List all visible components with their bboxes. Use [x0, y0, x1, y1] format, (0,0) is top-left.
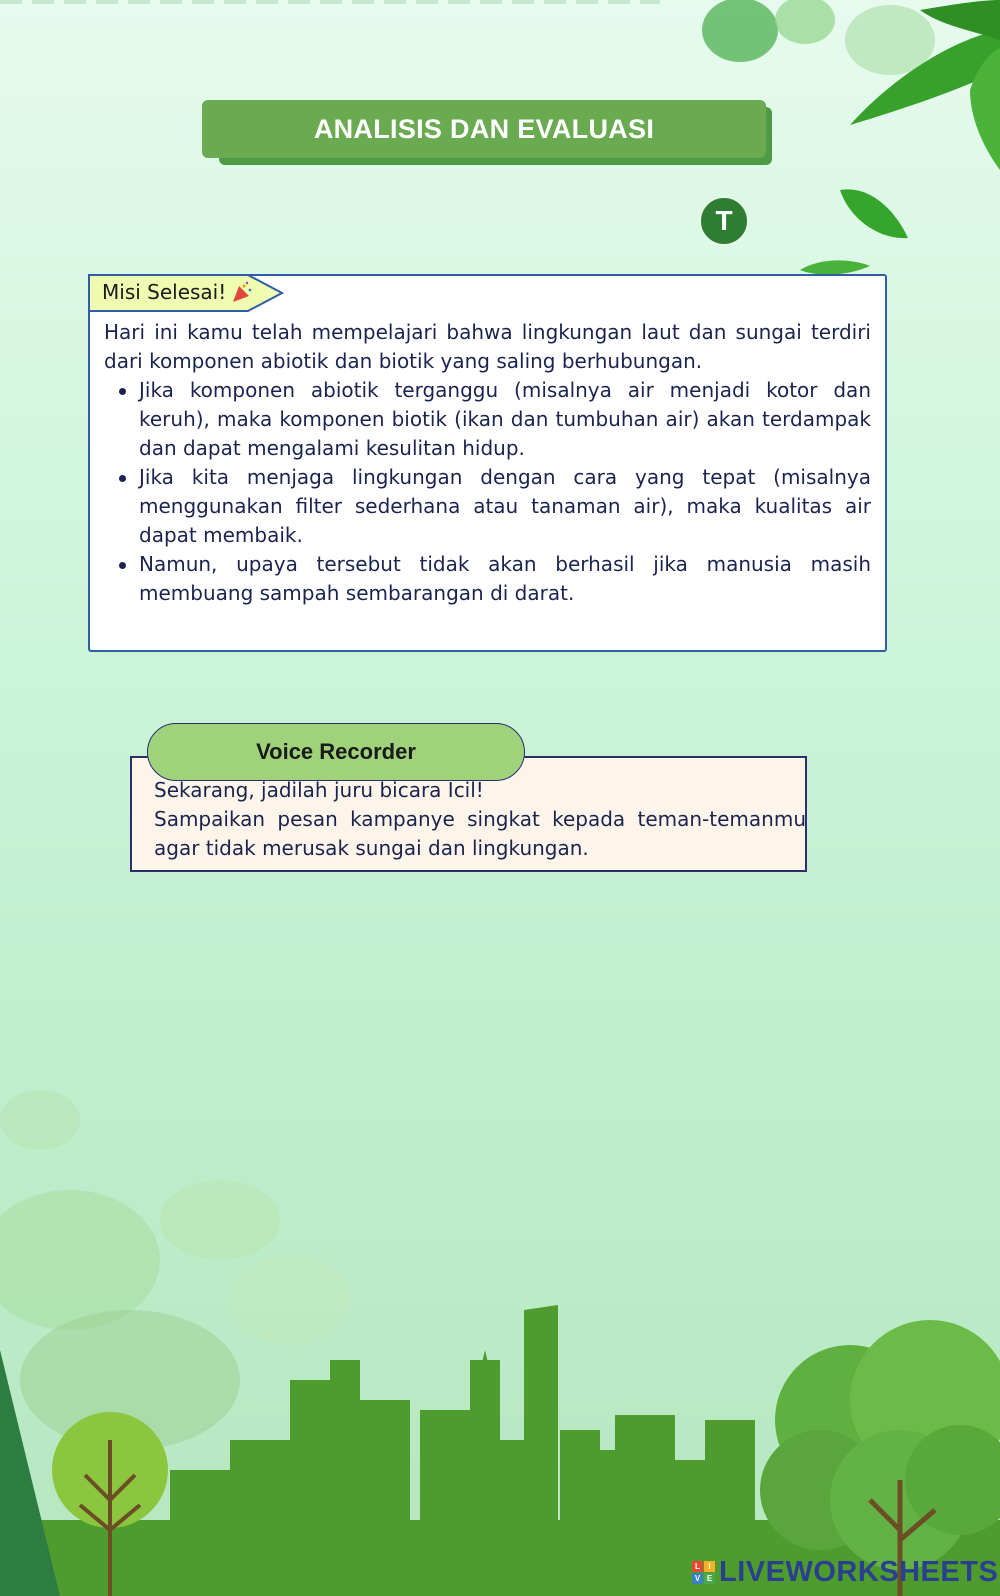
voice-recorder-instructions: [154, 776, 806, 863]
list-item: Jika komponen abiotik terganggu (misalnya air menjadi kotor dan keruh), maka komponen biotik (ikan dan tumbuhan air) akan terdampak dan dapat mengalami kesulitan hidup.: [104, 376, 871, 463]
mission-bullet-list: [104, 376, 871, 608]
list-item: Jika kita menjaga lingkungan dengan cara yang tepat (misalnya menggunakan filter sederhana atau tanaman air), maka kualitas air dapat membaik.: [104, 463, 871, 550]
mission-tag-label: Misi Selesai!: [102, 280, 227, 304]
mission-intro: Hari ini kamu telah mempelajari bahwa lingkungan laut dan sungai terdiri dari komponen abiotik dan biotik yang saling berhubungan.: [104, 320, 871, 373]
voice-line-2: Sampaikan pesan kampanye singkat kepada teman-temanmu agar tidak merusak sungai dan lingkungan.: [154, 807, 806, 860]
liveworksheets-logo: [692, 1556, 998, 1588]
liveworksheets-icon: L I V E: [692, 1561, 715, 1584]
voice-line-1: Sekarang, jadilah juru bicara Icil!: [154, 778, 484, 802]
list-item: Namun, upaya tersebut tidak akan berhasil jika manusia masih membuang sampah sembarangan di darat.: [104, 550, 871, 608]
page-title: ANALISIS DAN EVALUASI: [202, 100, 766, 158]
mission-tag: [88, 274, 284, 312]
liveworksheets-text: LIVEWORKSHEETS: [719, 1555, 999, 1588]
top-dashed-border: [0, 0, 660, 4]
city-skyline-illustration: [0, 1080, 1000, 1596]
text-tool-button[interactable]: T: [699, 196, 749, 246]
mission-text: [104, 318, 871, 608]
voice-recorder-button[interactable]: Voice Recorder: [147, 723, 525, 781]
